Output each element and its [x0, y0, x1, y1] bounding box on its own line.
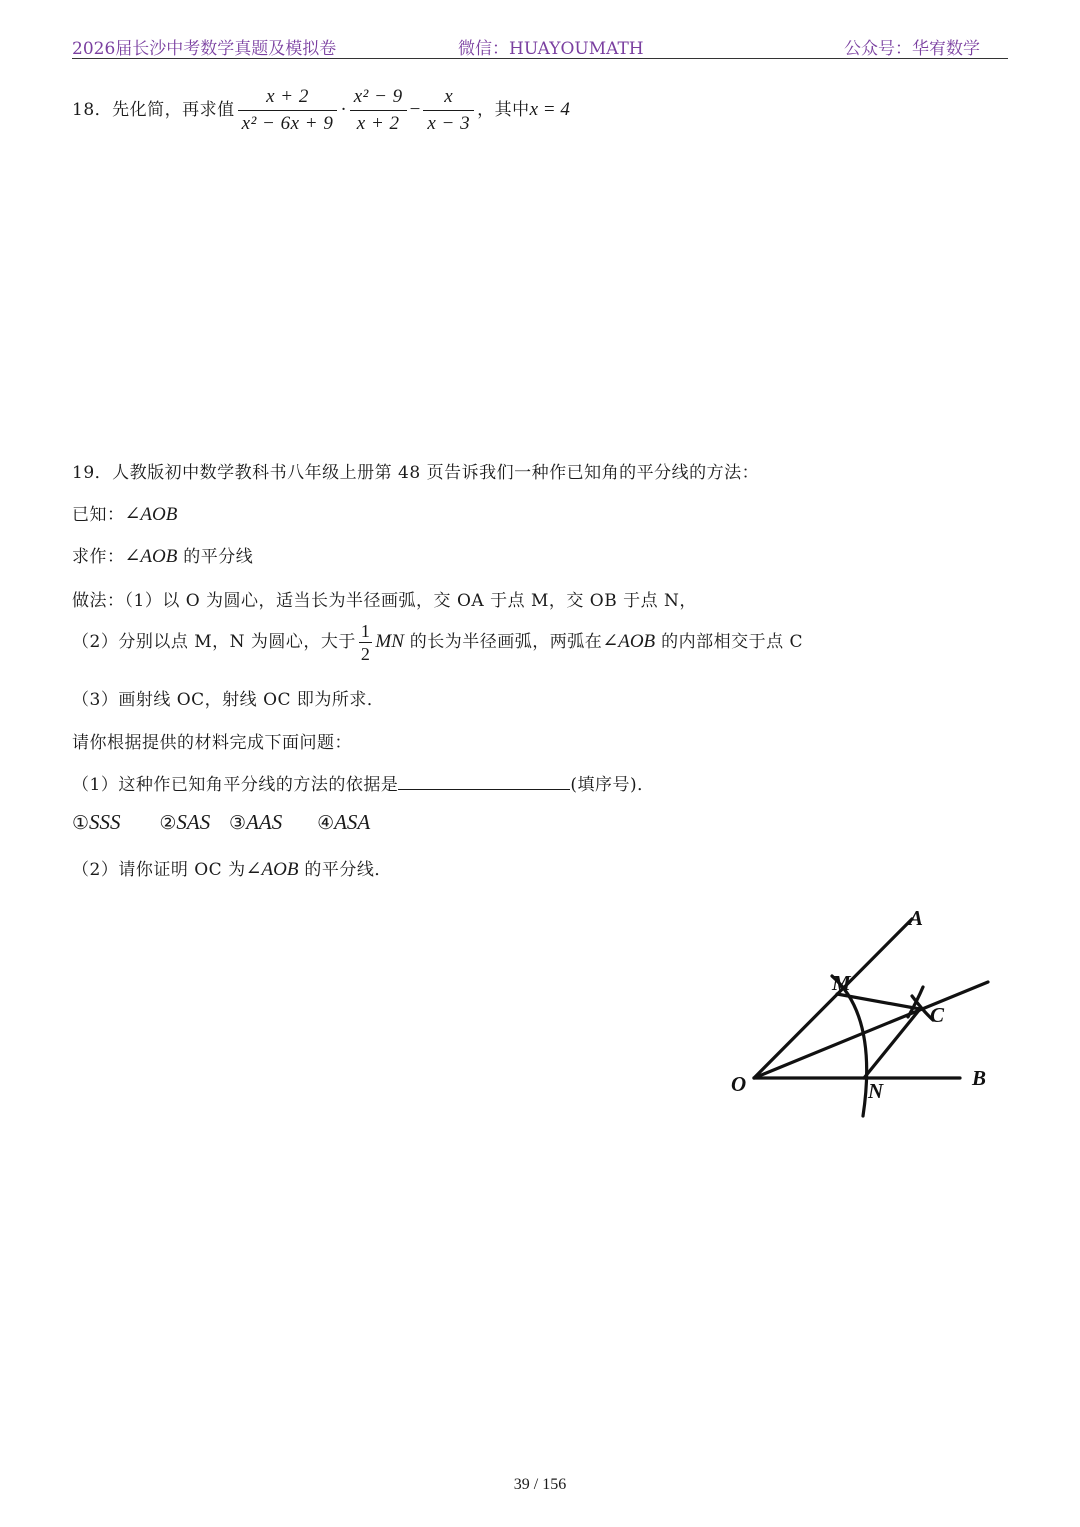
angle-bisector-figure	[720, 898, 1010, 1123]
ray-OC	[754, 982, 988, 1078]
q19-part-1	[72, 770, 655, 795]
q19-part2-pre: （2）请你证明 OC 为	[72, 860, 246, 880]
q19-part1-post: (填序号)．	[570, 775, 655, 795]
q19-half-numerator: 1	[360, 621, 371, 641]
q18-frac2-numerator: x² − 9	[350, 84, 407, 111]
label-N: N	[868, 1079, 884, 1103]
q18-condition-text: ，其中	[477, 100, 530, 120]
q19-method2-pre: （2）分别以点 M，N 为圆心，大于	[72, 632, 356, 652]
q18-minus-operator: −	[409, 99, 421, 120]
q19-method-2	[72, 620, 803, 665]
header-divider	[72, 58, 1008, 59]
q18-fraction-2	[350, 84, 407, 137]
question-18	[72, 84, 570, 137]
q19-method-1: 做法：（1）以 O 为圆心，适当长为半径画弧，交 OA 于点 M，交 OB 于点 N，	[72, 591, 697, 611]
label-C: C	[930, 1003, 945, 1027]
answer-blank[interactable]	[398, 771, 570, 790]
q18-frac1-numerator: x + 2	[238, 84, 338, 111]
q19-method-3: （3）画射线 OC，射线 OC 即为所求．	[72, 690, 385, 710]
q19-known	[72, 500, 177, 526]
q18-frac3-denominator: x − 3	[427, 113, 471, 134]
segment-NC	[864, 1009, 920, 1078]
header-title: 2026届长沙中考数学真题及模拟卷	[72, 39, 337, 59]
q18-fraction-3	[423, 84, 474, 137]
q19-known-angle: ∠AOB	[124, 504, 178, 525]
q19-known-label: 已知：	[72, 505, 125, 525]
q18-fraction-1	[238, 84, 338, 137]
option-2: ②SAS	[159, 810, 211, 834]
q19-part2-post: 的平分线．	[298, 860, 392, 880]
q19-construct-angle: ∠AOB	[124, 546, 178, 567]
option-4: ④ASA	[317, 810, 371, 834]
q19-method2-mid: 的长为半径画弧，两弧在	[403, 632, 603, 652]
label-B: B	[972, 1066, 987, 1090]
q18-prefix: 18．先化简，再求值	[72, 100, 235, 120]
q18-frac2-denominator: x + 2	[356, 113, 400, 134]
option-1: ①SSS	[72, 810, 121, 834]
q19-method2-post: 的内部相交于点 C	[655, 632, 803, 652]
q19-ask: 请你根据提供的材料完成下面问题：	[72, 733, 352, 753]
q18-condition-math: x = 4	[529, 99, 570, 120]
q19-method2-angle: ∠AOB	[602, 631, 656, 652]
ray-OA	[754, 919, 912, 1078]
q19-mn: MN	[375, 631, 404, 652]
header-wechat: 微信：HUAYOUMATH	[458, 39, 644, 59]
q19-options	[72, 810, 370, 835]
label-A: A	[909, 906, 924, 930]
q19-part2-angle: ∠AOB	[245, 859, 299, 880]
option-3: ③AAS	[229, 810, 283, 834]
label-M: M	[832, 971, 851, 995]
q19-construct	[72, 542, 253, 568]
page-number: 39 / 156	[513, 1476, 567, 1493]
q18-dot-operator: ·	[340, 99, 347, 120]
q18-frac3-numerator: x	[423, 84, 474, 111]
q19-half-denominator: 2	[360, 644, 371, 664]
q18-frac1-denominator: x² − 6x + 9	[241, 113, 334, 134]
q19-construct-suffix: 的平分线	[177, 547, 254, 567]
q19-construct-label: 求作：	[72, 547, 125, 567]
q19-intro: 19．人教版初中数学教科书八年级上册第 48 页告诉我们一种作已知角的平分线的方法：	[72, 463, 760, 483]
q19-part1-pre: （1）这种作已知角平分线的方法的依据是	[72, 775, 399, 795]
q19-half-fraction	[359, 620, 373, 665]
header-account: 公众号：华宥数学	[844, 39, 980, 59]
q19-part-2	[72, 855, 392, 881]
label-O: O	[731, 1072, 747, 1096]
